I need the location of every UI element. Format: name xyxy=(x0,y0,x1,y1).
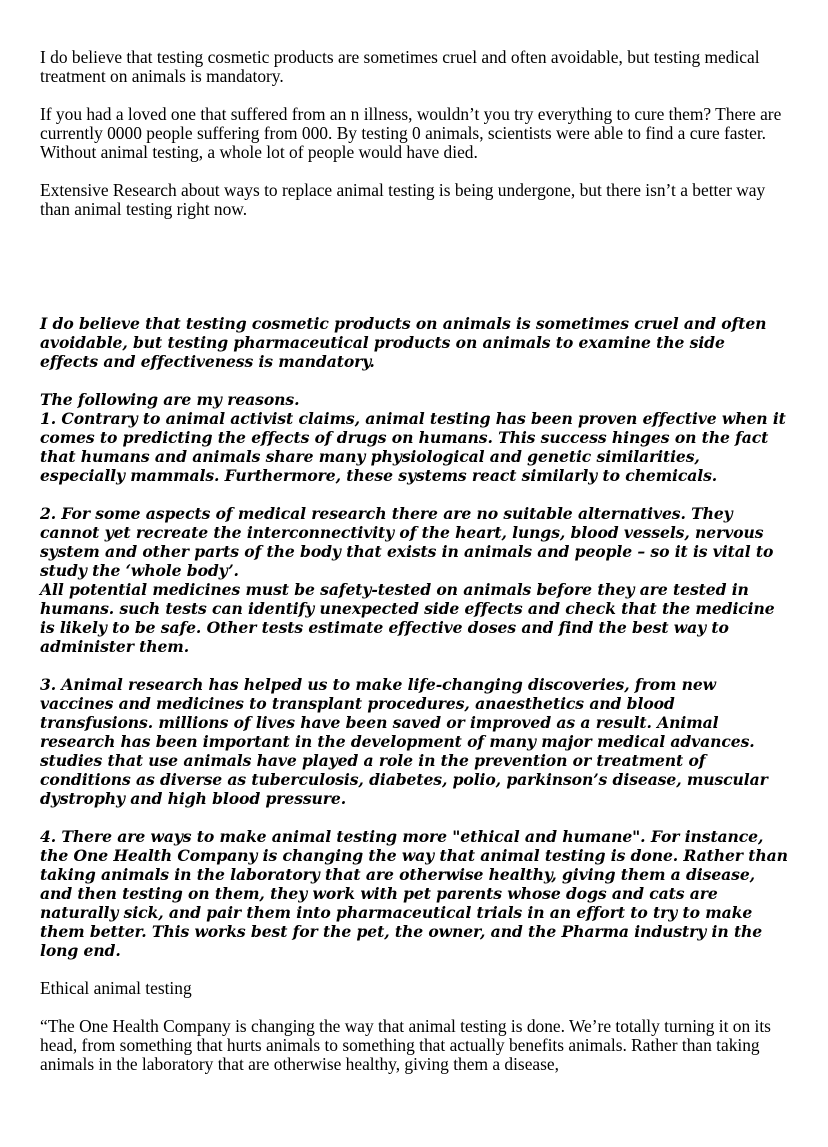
reason-2-continued-paragraph: All potential medicines must be safety-tested on animals before they are tested in humans. such tests can identify unexpected side effects and check that the medicine is likely to be safe. Other tests estimate effective doses and find the best way to administer them. xyxy=(40,580,780,656)
section-spacer xyxy=(40,219,788,295)
intro-paragraph-3: Extensive Research about ways to replace animal testing is being undergone, but there isn’t a better way than animal testing right now. xyxy=(40,180,770,219)
reason-4-paragraph: 4. There are ways to make animal testing more "ethical and humane". For instance, the One Health Company is changing the way that animal testing is done. Rather than taking animals in the laboratory that are otherwise healthy, giving them a disease, and then testing on them, they work with pet parents whose dogs and cats are naturally sick, and pair them into pharmaceutical trials in an effort to try to make them better. This works best for the pet, the owner, and the Pharma industry in the long end. xyxy=(40,827,794,960)
quote-paragraph: “The One Health Company is changing the way that animal testing is done. We’re totally turning it on its head, from something that hurts animals to something that actually benefits animals. Rather than taking animals in the laboratory that are otherwise healthy, giving them a disease, xyxy=(40,1016,776,1074)
reason-1-paragraph: 1. Contrary to animal activist claims, animal testing has been proven effective when it comes to predicting the effects of drugs on humans. This success hinges on the fact that humans and animals share many physiological and genetic similarities, especially mammals. Furthermore, these systems react similarly to chemicals. xyxy=(40,409,792,485)
document-page xyxy=(40,47,794,1093)
reason-3-paragraph: 3. Animal research has helped us to make life-changing discoveries, from new vaccines and medicines to transplant procedures, anaesthetics and blood transfusions. millions of lives have been saved or improved as a result. Animal research has been important in the development of many major medical advances. studies that use animals have played a role in the prevention or treatment of conditions as diverse as tuberculosis, diabetes, polio, parkinson’s disease, muscular dystrophy and high blood pressure. xyxy=(40,675,774,808)
thesis-paragraph: I do believe that testing cosmetic products on animals is sometimes cruel and often avoidable, but testing pharmaceutical products on animals to examine the side effects and effectiveness is mandatory. xyxy=(40,314,772,371)
section-heading: Ethical animal testing xyxy=(40,978,192,998)
reason-2-paragraph: 2. For some aspects of medical research there are no suitable alternatives. They cannot yet recreate the interconnectivity of the heart, lungs, blood vessels, nervous system and other parts of the body that exists in animals and people – so it is vital to study the ‘whole body’. xyxy=(40,504,779,580)
intro-paragraph-2: If you had a loved one that suffered from an n illness, wouldn’t you try everything to cure them? There are currently 0000 people suffering from 000. By testing 0 animals, scientists were able to find a cure faster. Without animal testing, a whole lot of people would have died. xyxy=(40,104,786,162)
intro-paragraph-1: I do believe that testing cosmetic products are sometimes cruel and often avoidable, but testing medical treatment on animals is mandatory. xyxy=(40,47,764,86)
reasons-heading: The following are my reasons. xyxy=(40,390,300,409)
